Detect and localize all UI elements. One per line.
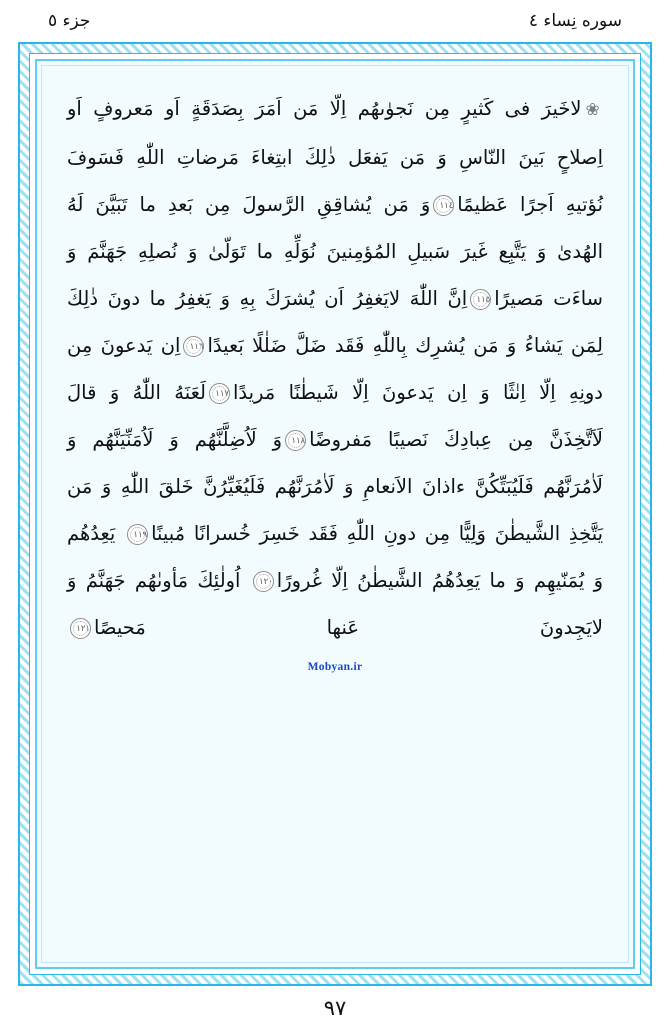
ayah-number-badge: ١١٤: [433, 195, 454, 216]
ayah-line: يَعِدُهُم وَ يُمَنّيهِم وَ ما يَعِدُهُمُ الشَّيطٰنُ اِلّا غُرورًا: [67, 522, 603, 592]
ayah-line: وَ ساءَت مَصيرًا: [67, 240, 604, 310]
decorative-border-middle: [29, 53, 641, 975]
ayah-number-badge: ١١٧: [209, 383, 230, 404]
ayah-line: وَ لَاُضِلَّنَّهُم: [194, 428, 283, 451]
ayah-number-badge: ١١٨: [285, 430, 306, 451]
page-header: [0, 0, 670, 42]
ayah-line: ما دونَ ذٰلِكَ لِمَن يَشاءُ وَ مَن يُشرِك بِاللّٰهِ فَقَد ضَلَّ: [67, 287, 603, 357]
ayah-line: اَو مَعروفٍ اَو اِصلاحٍ بَينَ النّاسِ وَ مَن يَفعَل ذٰلِكَ: [67, 97, 604, 169]
decorative-border-outer: [18, 42, 652, 986]
ayah-line: لَاَتَّخِذَنَّ مِن عِبادِكَ نَصيبًا مَفروضًا: [309, 428, 603, 451]
ayah-line: لاخَيرَ فى كَثيرٍ مِن نَجوٰىهُم اِلّا مَن اَمَرَ بِصَدَقَةٍ: [191, 97, 582, 120]
ayah-number-badge: ١١٦: [183, 336, 204, 357]
decorative-border-inner: [35, 59, 635, 969]
juz-label: جزء ٥: [48, 11, 91, 31]
ayah-line: وَلِيًّا مِن دونِ اللّٰهِ فَقَد خَسِرَ خُسرانًا مُبينًا: [151, 522, 486, 545]
ayah-line: وَ اِن يَدعونَ اِلّا شَيطٰنًا مَريدًا: [232, 381, 490, 404]
ayah-number-badge: ١١٥: [470, 289, 491, 310]
surah-label: سوره نِساء ٤: [528, 11, 622, 31]
ayah-line: يُشاقِقِ الرَّسولَ مِن بَعدِ ما تَبَيَّنَ لَهُ الهُدىٰ وَ يَتَّبِع: [67, 193, 603, 263]
quran-body-text: [41, 67, 629, 661]
ayah-line: ضَلٰلًا بَعيدًا: [207, 334, 287, 357]
ayah-number-badge: ١٢٠: [253, 571, 274, 592]
ayah-number-badge: ١١٩: [127, 524, 148, 545]
ayah-line: اِنَّ اللّٰهَ لايَغفِرُ اَن يُشرَكَ بِهِ وَ يَغفِرُ: [175, 287, 468, 310]
ayah-line: وَ لَاُمَنِّيَنَّهُم وَ لَاٰمُرَنَّهُم فَلَيُبَتِّكُنَّ ءاذانَ الاَنعامِ: [67, 428, 603, 498]
ayah-line: غَيرَ سَبيلِ المُؤمِنينَ نُوَلِّهِ ما تَوَلّىٰ وَ نُصلِهِ جَهَنَّمَ: [87, 240, 488, 263]
flower-ornament-icon: ❀: [585, 100, 603, 120]
ayah-line: ابتِغاءَ مَرضاتِ اللّٰهِ فَسَوفَ نُؤتيهِ اَجرًا عَظيمًا: [67, 146, 604, 216]
page-number: ٩٧: [323, 996, 347, 1020]
site-brand: Mobyan.ir: [307, 661, 363, 673]
ayah-line: لَعَنَهُ اللّٰهُ وَ قالَ: [67, 381, 206, 404]
ayah-line: اِن يَدعونَ مِن دونِهِ اِلّا اِنٰثًا: [67, 334, 603, 404]
ayah-line: وَ مَن: [383, 193, 431, 216]
ayah-line: وَ لَاٰمُرَنَّهُم فَلَيُغَيِّرُنَّ خَلقَ اللّٰهِ وَ مَن يَتَّخِذِ الشَّيطٰنَ: [67, 475, 604, 545]
ayah-line: اُولٰئِكَ مَأوىٰهُم جَهَنَّمُ وَ لايَجِدونَ عَنها مَحيصًا: [67, 569, 603, 639]
ayah-number-badge: ١٢١: [70, 618, 91, 639]
